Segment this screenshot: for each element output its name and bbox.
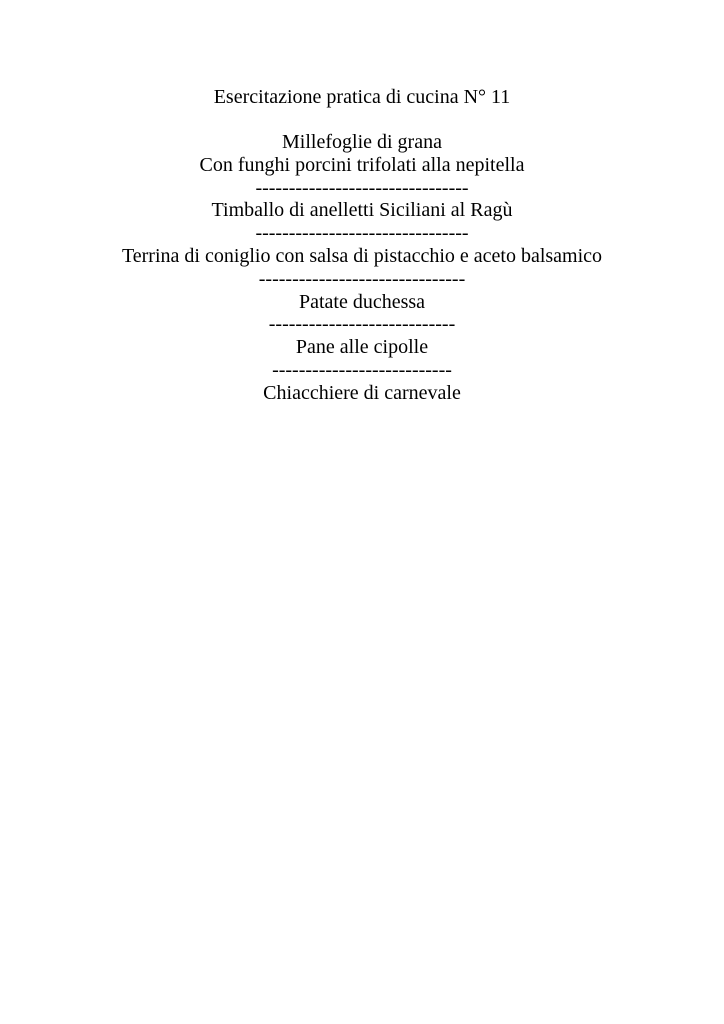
menu-item-chiacchiere: Chiacchiere di carnevale (263, 381, 461, 404)
menu-list (0, 131, 724, 405)
menu-separator: -------------------------------- (255, 222, 469, 245)
menu-separator: -------------------------------- (255, 176, 469, 199)
menu-item-pane: Pane alle cipolle (295, 336, 429, 359)
menu-separator: ------------------------------- (258, 267, 466, 290)
document-title: Esercitazione pratica di cucina N° 11 (213, 86, 511, 108)
menu-item-terrina: Terrina di coniglio con salsa di pistacchio e aceto balsamico (121, 244, 603, 267)
menu-item-timballo: Timballo di anelletti Siciliani al Ragù (211, 199, 513, 222)
menu-item-funghi-porcini: Con funghi porcini trifolati alla nepitella (199, 153, 525, 176)
menu-item-patate: Patate duchessa (298, 290, 426, 313)
menu-separator: --------------------------- (272, 358, 452, 381)
menu-item-millefoglie: Millefoglie di grana (282, 131, 442, 153)
menu-separator: ---------------------------- (268, 313, 456, 336)
